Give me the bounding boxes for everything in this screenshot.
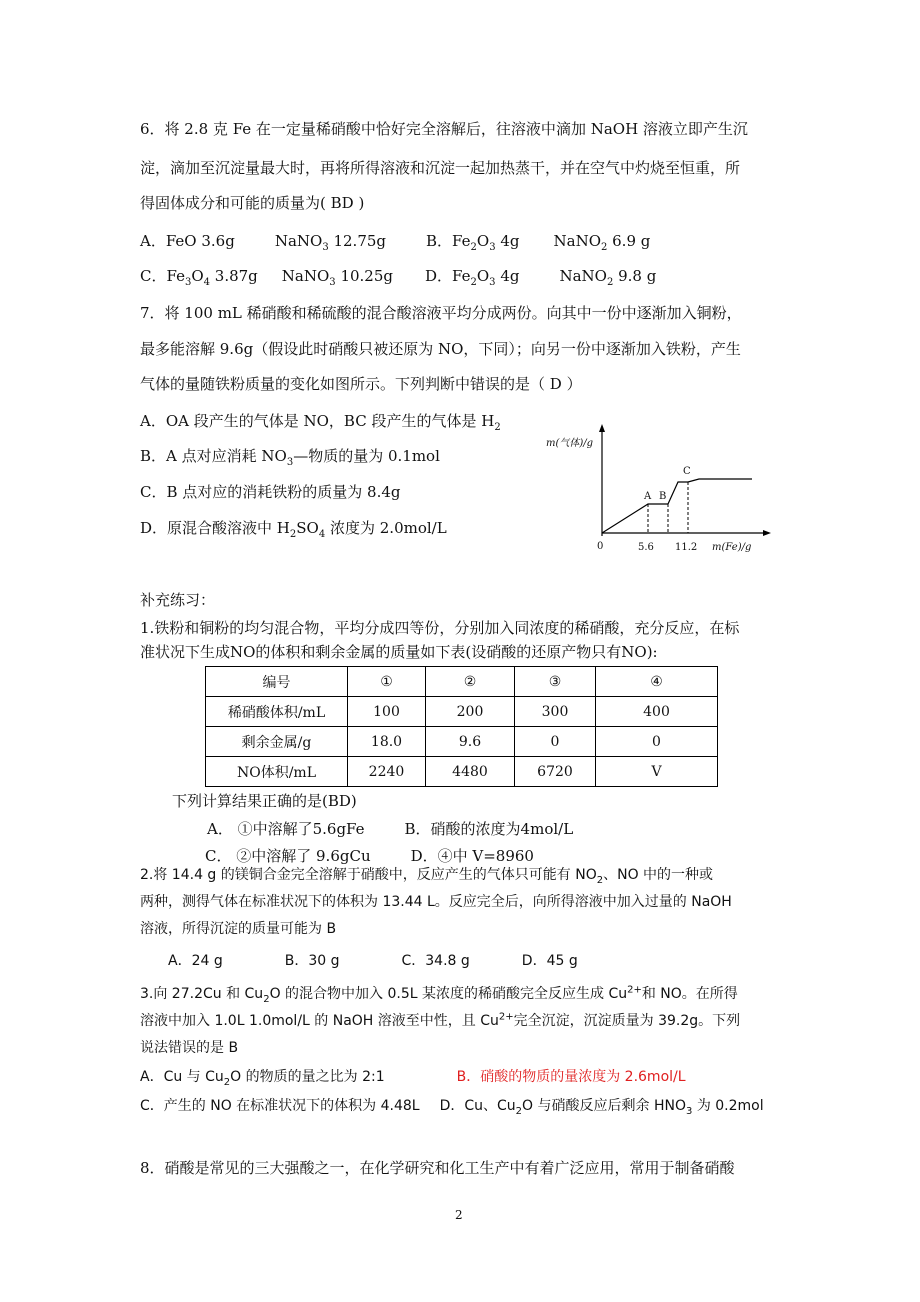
x-axis-arrow	[763, 530, 771, 536]
q6-line-3: 得固体成分和可能的质量为( BD )	[140, 194, 365, 212]
table-row	[206, 667, 718, 697]
p1-line-2: 准状况下生成NO的体积和剩余金属的质量如下表(设硝酸的还原产物只有NO):	[140, 643, 658, 661]
p1-question: 下列计算结果正确的是(BD)	[172, 792, 357, 810]
table-cell: 9.6	[426, 727, 515, 757]
q7-option-b: B．A 点对应消耗 $NO_3—$物质的量为 0.1mol	[140, 447, 440, 468]
q7-line-1: 7．将 100 mL 稀硝酸和稀硫酸的混合酸溶液平均分成两份。向其中一份中逐渐加入铜粉，	[140, 304, 742, 322]
table-cell: 剩余金属/g	[206, 727, 348, 757]
p2-line-1: 2.将 14.4 g 的镁铜合金完全溶解于硝酸中，反应产生的气体只可能有 $NO_2$、NO 中的一种或	[140, 867, 714, 886]
q6-option-c: C．$Fe_3O_4$ 3.87g NaNO$_3$ 10.25g D．$Fe_2O_3$ 4g NaNO$_2$ 9.8 g	[140, 267, 657, 288]
table-row	[206, 697, 718, 727]
q8-line-1: 8．硝酸是常见的三大强酸之一，在化学研究和化工生产中有着广泛应用，常用于制备硝酸	[140, 1159, 735, 1177]
q6-line-1: 6．将 2.8 克 Fe 在一定量稀硝酸中恰好完全溶解后，往溶液中滴加 NaOH 溶液立即产生沉	[140, 120, 748, 138]
table-cell: NO体积/mL	[206, 757, 348, 787]
p3-options-cd: C．产生的 NO 在标准状况下的体积为 4.48L D．Cu、$Cu_2O$ 与硝酸反应后剩余 $HNO_3$ 为 0.2mol	[140, 1098, 764, 1117]
q6-option-a: A．FeO 3.6g NaNO$_3$ 12.75g B．$Fe_2O_3$ 4g NaNO$_2$ 6.9 g	[140, 232, 651, 253]
table-cell: 200	[426, 697, 515, 727]
table-cell: V	[596, 757, 718, 787]
table-cell: 稀硝酸体积/mL	[206, 697, 348, 727]
p1-line-1: 1.铁粉和铜粉的均匀混合物，平均分成四等份，分别加入同浓度的稀硝酸，充分反应，在标	[140, 619, 740, 637]
p1-options-ab: A． ①中溶解了5.6gFe B．硝酸的浓度为4mol/L	[207, 820, 574, 838]
p3-line-2: 溶液中加入 1.0L 1.0mol/L 的 NaOH 溶液至中性，且 $Cu^{2+}$完全沉淀，沉淀质量为 39.2g。下列	[140, 1011, 741, 1029]
table-header: ③	[515, 667, 596, 697]
p1-options-cd: C． ②中溶解了 9.6gCu D．④中 V=8960	[205, 847, 534, 865]
point-c-label: C	[683, 466, 691, 477]
graph-origin: 0	[597, 541, 604, 552]
table-cell: 100	[348, 697, 426, 727]
p3-line-3: 说法错误的是 B	[140, 1040, 239, 1056]
table-header: 编号	[206, 667, 348, 697]
table-cell: 6720	[515, 757, 596, 787]
table-header: ②	[426, 667, 515, 697]
graph-x2: 11.2	[675, 542, 698, 553]
q6-line-2: 淀，滴加至沉淀量最大时，再将所得溶液和沉淀一起加热蒸干，并在空气中灼烧至恒重，所	[140, 159, 741, 177]
y-axis-arrow	[599, 424, 605, 432]
graph-xlabel: m(Fe)/g	[712, 542, 752, 553]
table-row	[206, 757, 718, 787]
q7-option-d: D．原混合酸溶液中 $H_2SO_4$ 浓度为 2.0mol/L	[140, 519, 447, 540]
table-cell: 0	[515, 727, 596, 757]
table-cell: 18.0	[348, 727, 426, 757]
table-row	[206, 727, 718, 757]
p3-line-1: 3.向 27.2Cu 和 $Cu_2O$ 的混合物中加入 0.5L 某浓度的稀硝酸完全反应生成 $Cu^{2+}$和 NO。在所得	[140, 984, 738, 1005]
table-cell: 2240	[348, 757, 426, 787]
p2-options: A．24 g B．30 g C．34.8 g D．45 g	[168, 953, 578, 969]
table-cell: 4480	[426, 757, 515, 787]
q7-option-c: C．B 点对应的消耗铁粉的质量为 8.4g	[140, 483, 401, 501]
point-a-label: A	[644, 491, 652, 502]
p2-line-3: 溶液，所得沉淀的质量可能为 B	[140, 921, 337, 937]
q7-line-3: 气体的量随铁粉质量的变化如图所示。下列判断中错误的是（ D ）	[140, 375, 582, 393]
page-number: 2	[455, 1208, 463, 1222]
point-b-label: B	[659, 491, 667, 502]
extra-title: 补充练习：	[140, 591, 216, 609]
graph-x1: 5.6	[638, 542, 654, 553]
p3-option-b-marked: B．硝酸的物质的量浓度为 2.6mol/L	[456, 1069, 686, 1085]
q7-option-a: A．OA 段产生的气体是 NO，BC 段产生的气体是 $H_2$	[140, 412, 501, 433]
no-volume-table	[205, 666, 718, 787]
graph-ylabel: m(气体)/g	[546, 438, 594, 449]
gas-curve	[602, 479, 752, 533]
p3-options-ab: A．Cu 与 $Cu_2O$ 的物质的量之比为 2:1 B．硝酸的物质的量浓度为 2.6mol/L	[140, 1069, 686, 1088]
table-cell: 0	[596, 727, 718, 757]
q7-line-2: 最多能溶解 9.6g（假设此时硝酸只被还原为 NO，下同）；向另一份中逐渐加入铁粉，产生	[140, 340, 741, 358]
table-header: ④	[596, 667, 718, 697]
table-cell: 300	[515, 697, 596, 727]
table-cell: 400	[596, 697, 718, 727]
table-header: ①	[348, 667, 426, 697]
gas-mass-graph	[540, 416, 780, 561]
p2-line-2: 两种，测得气体在标准状况下的体积为 13.44 L。反应完全后，向所得溶液中加入过量的 NaOH	[140, 894, 732, 910]
